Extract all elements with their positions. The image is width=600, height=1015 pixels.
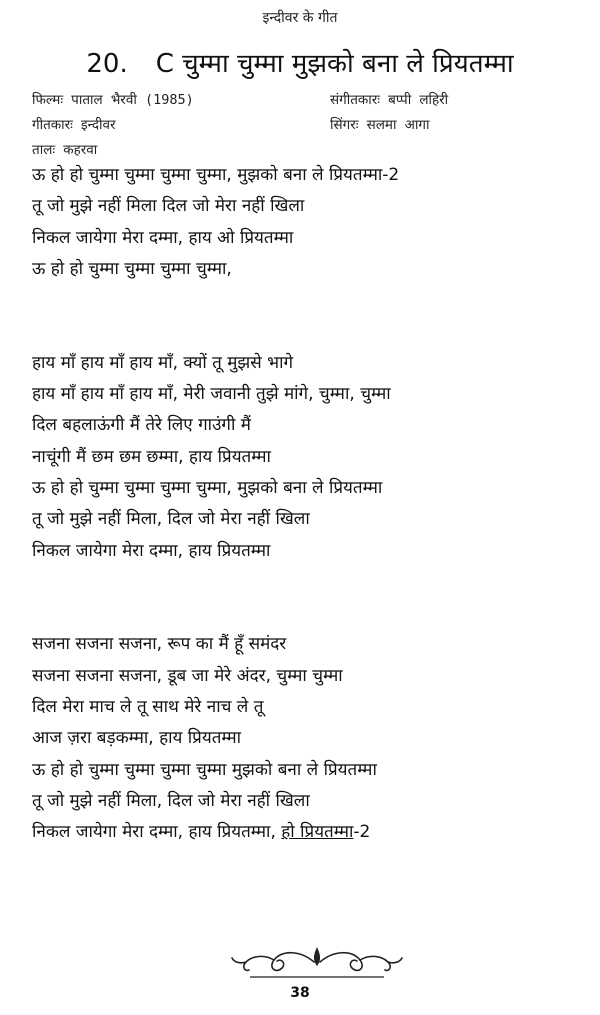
song-number: 20. xyxy=(86,49,128,79)
repeat-marker: -2 xyxy=(353,822,371,843)
singer-info: सिंगरः सलमा आगा xyxy=(330,117,430,133)
lyric-line: आज ज़रा बड़कम्मा, हाय प्रियतम्मा xyxy=(32,728,242,749)
lyric-line: सजना सजना सजना, डूब जा मेरे अंदर, चुम्मा चुम्मा xyxy=(32,665,343,686)
lyric-line: ऊ हो हो चुम्मा चुम्मा चुम्मा चुम्मा, मुझको बना ले प्रियतम्मा xyxy=(32,477,383,498)
stanza-1 xyxy=(32,160,572,285)
stanza-gap xyxy=(32,316,572,347)
song-title xyxy=(0,44,600,80)
lyricist-info: गीतकारः इन्दीवर xyxy=(32,117,116,133)
stanza-gap xyxy=(32,285,572,316)
lyric-line: दिल मेरा माच ले तू साथ मेरे नाच ले तू xyxy=(32,697,264,718)
song-title-text: C चुम्मा चुम्मा मुझको बना ले प्रियतम्मा xyxy=(155,49,514,79)
stanza-gap xyxy=(32,567,572,598)
lyric-line-final xyxy=(32,817,572,848)
lyric-line: नाचूंगी मैं छम छम छम्मा, हाय प्रियतम्मा xyxy=(32,446,271,467)
ornament-divider-icon xyxy=(230,944,404,980)
lyric-line: ऊ हो हो चुम्मा चुम्मा चुम्मा चुम्मा, xyxy=(32,258,232,279)
running-header: इन्दीवर के गीत xyxy=(262,10,338,26)
stanza-gap xyxy=(32,598,572,629)
lyric-line: तू जो मुझे नहीं मिला दिल जो मेरा नहीं खिला xyxy=(32,196,305,217)
page-number: 38 xyxy=(290,985,310,1001)
lyric-line: ऊ हो हो चुम्मा चुम्मा चुम्मा चुम्मा मुझको बना ले प्रियतम्मा xyxy=(32,759,377,780)
lyric-line: ऊ हो हो चुम्मा चुम्मा चुम्मा चुम्मा, मुझको बना ले प्रियतम्मा-2 xyxy=(32,165,400,185)
lyrics-body xyxy=(32,160,572,849)
lyric-line: तू जो मुझे नहीं मिला, दिल जो मेरा नहीं खिला xyxy=(32,790,310,811)
final-line-text: निकल जायेगा मेरा दम्मा, हाय प्रियतम्मा, xyxy=(32,822,282,843)
taal-info: तालः कहरवा xyxy=(32,142,98,158)
lyric-line: दिल बहलाऊंगी मैं तेरे लिए गाउंगी मैं xyxy=(32,415,251,436)
lyric-line: निकल जायेगा मेरा दम्मा, हाय प्रियतम्मा xyxy=(32,540,271,561)
stanza-3 xyxy=(32,629,572,848)
lyric-line: तू जो मुझे नहीं मिला, दिल जो मेरा नहीं खिला xyxy=(32,509,310,530)
composer-info: संगीतकारः बप्पी लहिरी xyxy=(330,92,449,108)
lyric-line: सजना सजना सजना, रूप का मैं हूँ समंदर xyxy=(32,634,287,655)
lyric-line: निकल जायेगा मेरा दम्मा, हाय ओ प्रियतम्मा xyxy=(32,227,294,248)
underlined-refrain: हो प्रियतम्मा xyxy=(281,822,354,843)
film-info: फिल्मः पाताल भैरवी (1985) xyxy=(32,92,194,108)
lyric-line: हाय माँ हाय माँ हाय माँ, क्यों तू मुझसे भागे xyxy=(32,352,294,373)
stanza-2 xyxy=(32,348,572,567)
lyric-line: हाय माँ हाय माँ हाय माँ, मेरी जवानी तुझे मांगे, चुम्मा, चुम्मा xyxy=(32,384,391,405)
